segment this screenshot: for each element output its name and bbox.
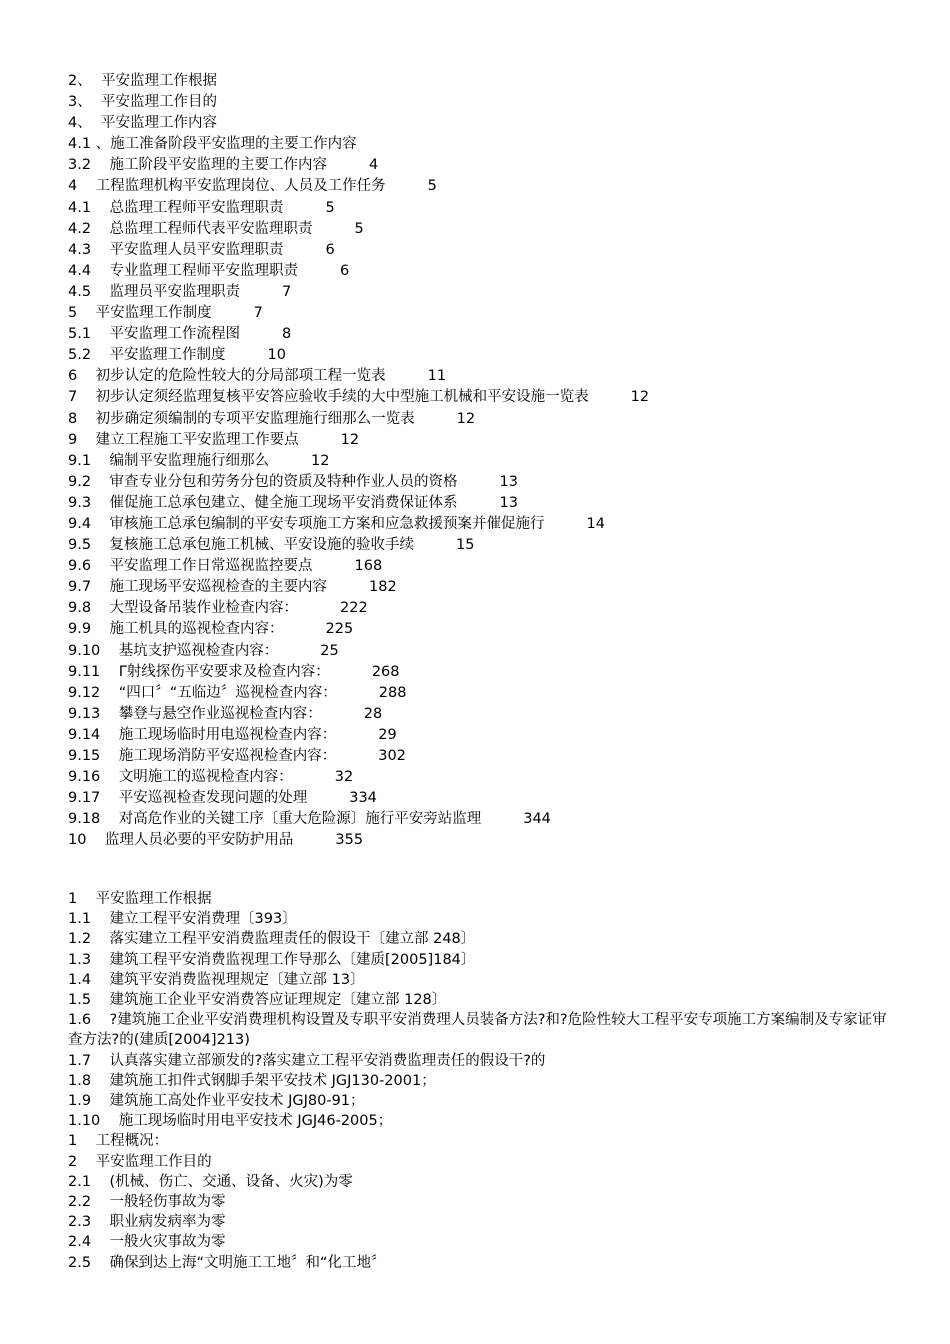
toc-entry-page: 6 bbox=[340, 262, 350, 279]
toc-entry[interactable] bbox=[68, 261, 928, 282]
toc-entry[interactable] bbox=[68, 345, 928, 366]
toc-entry-page: 6 bbox=[325, 241, 335, 258]
toc-entry-title: 总监理工程师平安监理职责 bbox=[91, 199, 284, 216]
toc-entry-page: 12 bbox=[340, 431, 360, 448]
toc-entry-page: 5 bbox=[325, 199, 335, 216]
toc-entry-page: 5 bbox=[354, 220, 364, 237]
toc-entry-number: 9.4 bbox=[68, 515, 92, 532]
toc-entry-number: 9.13 bbox=[68, 705, 101, 722]
body-item-number: 1.1 bbox=[68, 911, 92, 928]
toc-entry-title: 平安监理工作日常巡视监控要点 bbox=[91, 558, 313, 575]
toc-entry-title: 审查专业分包和劳务分包的资质及特种作业人员的资格 bbox=[91, 473, 458, 490]
body-item-number: 1.8 bbox=[68, 1072, 92, 1089]
body-item-number: 2.2 bbox=[68, 1194, 92, 1211]
body-item-text: 平安监理工作根据 bbox=[77, 891, 212, 907]
toc-entry[interactable] bbox=[68, 430, 928, 451]
body-item-number: 1.7 bbox=[68, 1052, 92, 1069]
toc-entry[interactable] bbox=[68, 176, 928, 197]
body-item-text: 建筑施工高处作业平安技术 JGJ80-91； bbox=[91, 1093, 365, 1110]
body-item-text: 确保到达上海“文明施工工地〞和“化工地〞 bbox=[91, 1254, 386, 1271]
toc-entry-number: 7 bbox=[68, 389, 78, 406]
body-list-item bbox=[68, 889, 898, 909]
body-item-text: 职业病发病率为零 bbox=[91, 1214, 226, 1231]
body-list-item bbox=[68, 1131, 898, 1151]
body-item-text: 落实建立工程平安消费监理责任的假设干〔建立部 248〕 bbox=[91, 931, 476, 948]
toc-entry[interactable] bbox=[68, 387, 928, 408]
body-item-text: 工程概况： bbox=[77, 1133, 169, 1150]
toc-entry-page: 168 bbox=[354, 558, 383, 575]
toc-entry-number: 5.2 bbox=[68, 347, 92, 364]
toc-entry-page: 355 bbox=[335, 832, 364, 849]
toc-entry-number: 4.2 bbox=[68, 220, 92, 237]
toc-entry-page: 302 bbox=[378, 748, 406, 764]
toc-entry-title: 监理人员必要的平安防护用品 bbox=[86, 832, 294, 849]
toc-entry-number: 9.16 bbox=[68, 769, 101, 786]
body-item-number: 2 bbox=[68, 1153, 78, 1170]
body-list-item bbox=[68, 1192, 898, 1212]
body-list-item bbox=[68, 1212, 898, 1232]
toc-entry-number: 4.1 bbox=[68, 136, 92, 153]
toc-entry-title: 攀登与悬空作业巡视检查内容： bbox=[100, 705, 322, 722]
body-item-text: ?建筑施工企业平安消费理机构设置及专职平安消费理人员装备方法?和?危险性较大工程平安专项施工方案编制及专家证审查方法?的(建质[2004]213) bbox=[68, 1012, 887, 1049]
toc-entry-number: 3、 bbox=[68, 94, 92, 111]
toc-entry-page: 32 bbox=[334, 769, 354, 786]
body-item-text: 建筑施工扣件式钢脚手架平安技术 JGJ130-2001； bbox=[91, 1072, 436, 1089]
toc-entry[interactable] bbox=[68, 809, 928, 830]
body-item-text: 建筑平安消费监视理规定〔建立部 13〕 bbox=[91, 971, 365, 988]
body-item-number: 1.6 bbox=[68, 1012, 92, 1029]
toc-entry[interactable] bbox=[68, 830, 928, 851]
toc-entry-number: 9.1 bbox=[68, 452, 92, 469]
body-list-item bbox=[68, 909, 898, 929]
toc-entry-number: 9.18 bbox=[68, 811, 101, 828]
toc-entry[interactable] bbox=[68, 662, 928, 683]
toc-entry-title: 施工现场消防平安巡视检查内容： bbox=[100, 748, 337, 764]
body-list-item bbox=[68, 1172, 898, 1192]
body-item-number: 1.5 bbox=[68, 992, 92, 1009]
toc-entry[interactable] bbox=[68, 683, 928, 704]
toc-entry-number: 9.5 bbox=[68, 537, 92, 554]
toc-entry-page: 11 bbox=[427, 368, 447, 385]
body-item-text: (机械、伤亡、交通、设备、火灾)为零 bbox=[91, 1173, 353, 1190]
toc-entry-title: 基坑支护巡视检查内容： bbox=[100, 642, 279, 659]
toc-entry-page: 182 bbox=[369, 579, 397, 596]
toc-entry-page: 4 bbox=[369, 157, 379, 174]
toc-entry-number: 4 bbox=[68, 178, 78, 195]
toc-entry-number: 4.4 bbox=[68, 262, 92, 279]
body-item-number: 1.10 bbox=[68, 1113, 101, 1130]
toc-entry-page: 288 bbox=[378, 684, 407, 701]
body-item-text: 施工现场临时用电平安技术 JGJ46-2005； bbox=[100, 1113, 393, 1130]
toc-entry[interactable] bbox=[68, 725, 928, 746]
toc-entry-title: 施工现场平安巡视检查的主要内容 bbox=[91, 579, 327, 596]
toc-entry-number: 9.3 bbox=[68, 494, 92, 511]
body-section bbox=[68, 889, 898, 1273]
toc-entry-title: 初步确定须编制的专项平安监理施行细那么一览表 bbox=[77, 410, 415, 427]
toc-entry-page: 13 bbox=[499, 473, 518, 490]
toc-entry-title: 审核施工总承包编制的平安专项施工方案和应急救援预案并催促施行 bbox=[91, 515, 545, 532]
body-list-item bbox=[68, 1071, 898, 1091]
toc-entry[interactable] bbox=[68, 451, 928, 472]
toc-entry-number: 4、 bbox=[68, 115, 92, 132]
toc-entry-number: 9.14 bbox=[68, 726, 101, 743]
toc-entry[interactable] bbox=[68, 472, 928, 493]
toc-entry-title: 复核施工总承包施工机械、平安设施的验收手续 bbox=[91, 537, 414, 554]
toc-entry-page: 28 bbox=[363, 705, 383, 722]
body-item-number: 1 bbox=[68, 1133, 78, 1150]
toc-entry[interactable] bbox=[68, 198, 928, 219]
toc-entry-page: 7 bbox=[282, 283, 292, 300]
toc-entry[interactable] bbox=[68, 219, 928, 240]
toc-entry[interactable] bbox=[68, 556, 928, 577]
toc-entry-title: Γ射线探伤平安要求及检查内容： bbox=[100, 663, 330, 680]
toc-entry-title: 、施工准备阶段平安监理的主要工作内容 bbox=[91, 136, 357, 153]
body-item-number: 1 bbox=[68, 891, 78, 907]
toc-entry-title: 工程监理机构平安监理岗位、人员及工作任务 bbox=[77, 178, 386, 195]
toc-entry-page: 7 bbox=[253, 305, 263, 322]
toc-entry[interactable] bbox=[68, 641, 928, 662]
toc-entry-title: 平安监理工作制度 bbox=[91, 347, 226, 364]
toc-entry-title: 初步认定的危险性较大的分局部项工程一览表 bbox=[77, 368, 386, 385]
toc-entry[interactable] bbox=[68, 577, 928, 598]
toc-entry-number: 5.1 bbox=[68, 326, 92, 343]
body-item-number: 1.3 bbox=[68, 951, 92, 968]
body-list-item bbox=[68, 929, 898, 949]
toc-entry-number: 9.17 bbox=[68, 790, 101, 807]
toc-entry[interactable] bbox=[68, 535, 928, 556]
toc-entry-number: 3.2 bbox=[68, 157, 92, 174]
body-item-text: 建筑施工企业平安消费答应证理规定〔建立部 128〕 bbox=[91, 992, 447, 1009]
body-item-number: 2.1 bbox=[68, 1173, 92, 1190]
toc-entry-page: 12 bbox=[311, 452, 330, 469]
toc-entry-number: 8 bbox=[68, 410, 78, 427]
toc-entry-title: 建立工程施工平安监理工作要点 bbox=[77, 431, 299, 448]
toc-entry[interactable] bbox=[68, 366, 928, 387]
body-item-number: 1.4 bbox=[68, 971, 92, 988]
body-list-item bbox=[68, 1232, 898, 1252]
body-list-item bbox=[68, 1010, 898, 1050]
toc-entry-title: 监理员平安监理职责 bbox=[91, 283, 240, 300]
toc-entry[interactable] bbox=[68, 303, 928, 324]
toc-entry[interactable] bbox=[68, 619, 928, 640]
toc-entry-number: 4.3 bbox=[68, 241, 92, 258]
toc-entry-number: 9.9 bbox=[68, 621, 92, 638]
toc-entry-number: 9.2 bbox=[68, 473, 92, 490]
toc-entry-number: 9.10 bbox=[68, 642, 101, 659]
toc-entry-title: 专业监理工程师平安监理职责 bbox=[91, 262, 298, 279]
toc-entry[interactable] bbox=[68, 240, 928, 261]
toc-entry-page: 334 bbox=[349, 790, 377, 807]
toc-entry-page: 344 bbox=[523, 811, 551, 828]
toc-entry-page: 13 bbox=[499, 494, 518, 511]
toc-entry-title: 施工机具的巡视检查内容： bbox=[91, 621, 284, 638]
toc-entry-title: 大型设备吊装作业检查内容： bbox=[91, 600, 298, 617]
toc-entry-page: 12 bbox=[630, 389, 650, 406]
toc-entry-title: 催促施工总承包建立、健全施工现场平安消费保证体系 bbox=[91, 494, 458, 511]
body-item-number: 1.2 bbox=[68, 931, 92, 948]
toc-entry-number: 9 bbox=[68, 431, 78, 448]
toc-entry[interactable] bbox=[68, 767, 928, 788]
toc-entry-number: 6 bbox=[68, 368, 78, 385]
body-list-item bbox=[68, 970, 898, 990]
body-item-text: 建筑工程平安消费监视理工作导那么〔建质[2005]184〕 bbox=[91, 951, 476, 968]
toc-entry[interactable] bbox=[68, 409, 928, 430]
body-list-item bbox=[68, 1091, 898, 1111]
toc-entry-page: 5 bbox=[427, 178, 437, 195]
toc-entry-number: 10 bbox=[68, 832, 87, 849]
body-item-text: 建立工程平安消费理〔393〕 bbox=[91, 911, 297, 928]
toc-entry-title: 平安监理工作流程图 bbox=[91, 326, 240, 343]
toc-entry[interactable] bbox=[68, 134, 928, 155]
toc-entry-title: 平安监理工作内容 bbox=[91, 115, 217, 132]
body-item-text: 一般火灾事故为零 bbox=[91, 1234, 226, 1251]
toc-entry-page: 10 bbox=[267, 347, 286, 364]
toc-entry-title: 平安监理工作根据 bbox=[91, 73, 217, 89]
toc-entry-number: 9.7 bbox=[68, 579, 92, 596]
toc-entry-page: 25 bbox=[320, 642, 339, 659]
body-list-item bbox=[68, 1051, 898, 1071]
body-item-text: 一般轻伤事故为零 bbox=[91, 1194, 226, 1211]
toc-entry[interactable] bbox=[68, 788, 928, 809]
body-list-item bbox=[68, 990, 898, 1010]
toc-entry-page: 8 bbox=[282, 326, 292, 343]
toc-entry-title: 平安监理工作目的 bbox=[91, 94, 217, 111]
toc-entry[interactable] bbox=[68, 113, 928, 134]
toc-entry-number: 9.12 bbox=[68, 684, 101, 701]
body-item-number: 1.9 bbox=[68, 1093, 92, 1110]
toc-entry[interactable] bbox=[68, 282, 928, 303]
toc-entry-title: 对高危作业的关键工序〔重大危险源〕施行平安旁站监理 bbox=[100, 811, 482, 828]
toc-entry-number: 9.6 bbox=[68, 558, 92, 575]
toc-entry-number: 5 bbox=[68, 305, 78, 322]
toc-entry[interactable] bbox=[68, 493, 928, 514]
toc-entry-title: 施工阶段平安监理的主要工作内容 bbox=[91, 157, 327, 174]
body-item-number: 2.3 bbox=[68, 1214, 92, 1231]
toc-entry-page: 14 bbox=[586, 515, 605, 532]
toc-entry-number: 4.5 bbox=[68, 283, 92, 300]
body-list-item bbox=[68, 950, 898, 970]
toc-entry-title: 总监理工程师代表平安监理职责 bbox=[91, 220, 313, 237]
body-list-item bbox=[68, 1152, 898, 1172]
toc-entry-number: 9.15 bbox=[68, 748, 101, 764]
toc-entry-title: 文明施工的巡视检查内容： bbox=[100, 769, 293, 786]
toc-entry-page: 268 bbox=[371, 663, 400, 680]
toc-entry[interactable] bbox=[68, 746, 928, 767]
toc-entry[interactable] bbox=[68, 598, 928, 619]
toc-entry-number: 9.8 bbox=[68, 600, 92, 617]
toc-entry-title: 施工现场临时用电巡视检查内容： bbox=[100, 726, 337, 743]
toc-entry[interactable] bbox=[68, 155, 928, 176]
body-list-item bbox=[68, 1253, 898, 1273]
toc-entry[interactable] bbox=[68, 704, 928, 725]
body-item-number: 2.4 bbox=[68, 1234, 92, 1251]
toc-entry-title: 平安监理人员平安监理职责 bbox=[91, 241, 284, 258]
toc-entry-title: 编制平安监理施行细那么 bbox=[91, 452, 269, 469]
toc-entry[interactable] bbox=[68, 514, 928, 535]
toc-entry-page: 222 bbox=[340, 600, 368, 617]
toc-entry-number: 9.11 bbox=[68, 663, 101, 680]
toc-entry[interactable] bbox=[68, 324, 928, 345]
toc-entry-title: 平安监理工作制度 bbox=[77, 305, 212, 322]
table-of-contents bbox=[68, 71, 928, 851]
toc-entry[interactable] bbox=[68, 92, 928, 113]
body-item-text: 认真落实建立部颁发的?落实建立工程平安消费监理责任的假设干?的 bbox=[91, 1052, 546, 1069]
toc-entry-number: 4.1 bbox=[68, 199, 92, 216]
toc-entry[interactable] bbox=[68, 71, 928, 92]
body-item-text: 平安监理工作目的 bbox=[77, 1153, 212, 1170]
toc-entry-page: 29 bbox=[378, 726, 397, 743]
toc-entry-page: 12 bbox=[456, 410, 476, 427]
toc-entry-title: 平安巡视检查发现问题的处理 bbox=[100, 790, 308, 807]
toc-entry-page: 15 bbox=[456, 537, 475, 554]
toc-entry-title: 初步认定须经监理复核平安答应验收手续的大中型施工机械和平安设施一览表 bbox=[77, 389, 589, 406]
toc-entry-title: “四口〞“五临边〞巡视检查内容： bbox=[100, 684, 337, 701]
body-item-number: 2.5 bbox=[68, 1254, 92, 1271]
toc-entry-number: 2、 bbox=[68, 73, 92, 89]
toc-entry-page: 225 bbox=[325, 621, 354, 638]
body-list-item bbox=[68, 1111, 898, 1131]
